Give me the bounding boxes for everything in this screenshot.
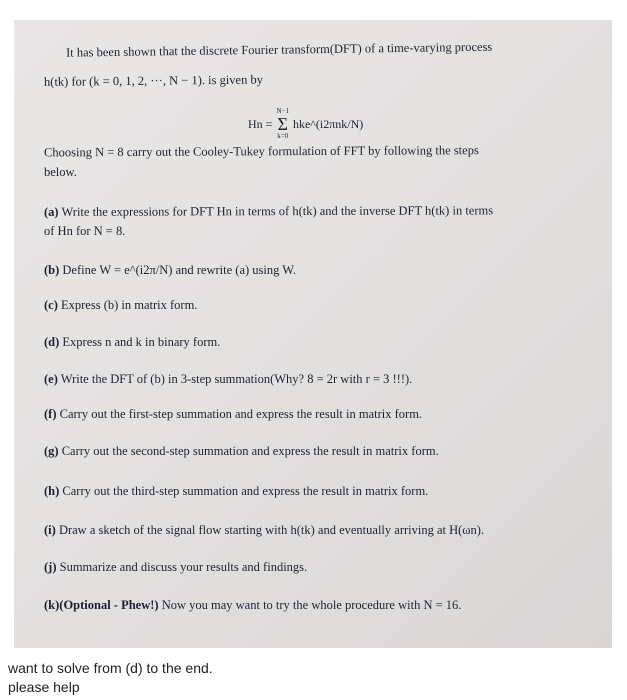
item-e-text: Write the DFT of (b) in 3-step summation(Why? 8 = 2r with r = 3 !!!). [60,372,413,386]
summation-upper-limit: N−1 [276,107,289,115]
formula-lhs: Hn = [248,116,273,131]
item-d-label: (d) [44,335,60,349]
item-i [44,523,586,538]
item-j-label: (j) [44,560,57,574]
item-g-text: Carry out the second-step summation and express the result in matrix form. [61,444,439,458]
item-b [44,263,586,278]
intro-line-1: It has been shown that the discrete Fourier transform(DFT) of a time-varying process [65,39,493,60]
item-c [44,298,586,313]
item-g [44,444,586,459]
dft-formula [248,108,363,140]
item-a-label: (a) [43,204,59,219]
item-b-label: (b) [44,263,60,277]
item-a-text: Write the expressions for DFT Hn in terms of h(tk) and the inverse DFT h(tk) in terms [61,203,494,219]
photo-of-problem-sheet [14,20,612,648]
question-footer [8,659,213,697]
choosing-line-2: below. [44,165,77,179]
item-k [44,598,586,613]
sigma-glyph: Σ [277,114,288,134]
item-d [44,335,586,350]
item-f-text: Carry out the first-step summation and express the result in matrix form. [59,407,423,421]
item-k-label: (k)(Optional - Phew!) [44,598,159,612]
item-e [44,372,586,387]
item-d-text: Express n and k in binary form. [62,335,221,349]
footer-line-1: want to solve from (d) to the end. [8,660,213,676]
item-f [44,407,586,422]
footer-line-2: please help [8,679,80,695]
item-g-label: (g) [44,444,59,458]
item-b-text: Define W = e^(i2π/N) and rewrite (a) using W. [62,263,297,277]
item-a-line-2: of Hn for N = 8. [44,224,126,238]
choosing-line-1: Choosing N = 8 carry out the Cooley-Tukey formulation of FFT by following the steps [43,143,479,160]
item-a [44,203,586,220]
item-i-text: Draw a sketch of the signal flow starting with h(tk) and eventually arriving at H(ωn). [58,523,485,537]
item-j-text: Summarize and discuss your results and findings. [59,560,308,574]
item-h-label: (h) [44,484,60,498]
intro-line-2: h(tk) for (k = 0, 1, 2, ···, N − 1). is given by [43,72,263,89]
item-e-label: (e) [44,372,58,386]
item-c-text: Express (b) in matrix form. [61,298,198,312]
item-h [44,484,586,499]
item-c-label: (c) [44,298,58,312]
item-f-label: (f) [44,407,57,421]
item-i-label: (i) [44,523,56,537]
item-h-text: Carry out the third-step summation and express the result in matrix form. [62,484,429,498]
item-k-text: Now you may want to try the whole procedure with N = 16. [161,598,462,612]
item-j [44,560,586,575]
problem-sheet [14,20,612,648]
formula-term: hke^(i2πnk/N) [292,116,364,131]
summation-symbol [276,108,289,140]
summation-lower-limit: k=0 [277,132,289,140]
